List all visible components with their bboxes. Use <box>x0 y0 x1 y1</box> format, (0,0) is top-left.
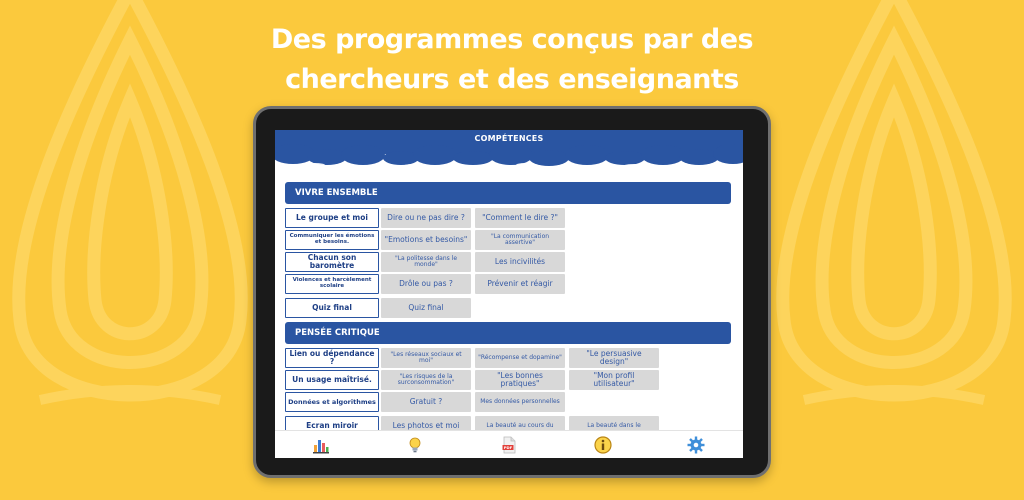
lesson-button[interactable]: Les photos et moi <box>381 416 471 430</box>
lesson-button[interactable]: Les incivilités <box>475 252 565 272</box>
list-item <box>285 298 731 318</box>
list-item <box>285 208 731 228</box>
bottom-nav <box>275 430 743 458</box>
lesson-button[interactable]: Quiz final <box>381 298 471 318</box>
lesson-button[interactable]: "La communication assertive" <box>475 230 565 250</box>
svg-text:PDF: PDF <box>503 445 513 450</box>
lesson-button[interactable]: "Récompense et dopamine" <box>475 348 565 368</box>
app-screen <box>275 130 743 458</box>
lightbulb-icon[interactable] <box>406 436 424 454</box>
list-item <box>285 370 731 390</box>
lesson-button[interactable]: "Le persuasive design" <box>569 348 659 368</box>
list-item <box>285 230 731 250</box>
lesson-button[interactable]: Gratuit ? <box>381 392 471 412</box>
list-item <box>285 392 731 412</box>
bar-chart-icon[interactable] <box>312 436 330 454</box>
pdf-icon[interactable] <box>500 436 518 454</box>
competences-list <box>275 178 743 430</box>
lesson-button[interactable]: "Les risques de la surconsommation" <box>381 370 471 390</box>
lesson-button[interactable]: Mes données personnelles <box>475 392 565 412</box>
page-title: COMPÉTENCES <box>474 134 544 143</box>
lesson-button[interactable]: La beauté dans le <box>569 416 659 430</box>
info-icon[interactable] <box>594 436 612 454</box>
module-button[interactable]: Quiz final <box>285 298 379 318</box>
lesson-button[interactable]: Drôle ou pas ? <box>381 274 471 294</box>
section-header-pensee-critique[interactable]: PENSÉE CRITIQUE <box>285 322 731 344</box>
lesson-button[interactable]: Dire ou ne pas dire ? <box>381 208 471 228</box>
gear-icon[interactable] <box>687 436 705 454</box>
lesson-button[interactable]: "Emotions et besoins" <box>381 230 471 250</box>
lesson-button[interactable]: "La politesse dans le monde" <box>381 252 471 272</box>
lesson-button[interactable]: La beauté au cours du <box>475 416 565 430</box>
list-item <box>285 416 731 430</box>
module-button[interactable]: Données et algorithmes <box>285 392 379 412</box>
lesson-button[interactable]: "Les réseaux sociaux et moi" <box>381 348 471 368</box>
list-item <box>285 274 731 294</box>
headline-line-2: chercheurs et des enseignants <box>285 64 739 95</box>
list-item <box>285 348 731 368</box>
section-header-vivre-ensemble[interactable]: VIVRE ENSEMBLE <box>285 182 731 204</box>
module-button[interactable]: Lien ou dépendance ? <box>285 348 379 368</box>
module-button[interactable]: Chacun son baromètre <box>285 252 379 272</box>
lesson-button[interactable]: "Les bonnes pratiques" <box>475 370 565 390</box>
lesson-button[interactable]: "Mon profil utilisateur" <box>569 370 659 390</box>
headline <box>0 20 1024 100</box>
module-button[interactable]: Le groupe et moi <box>285 208 379 228</box>
lesson-button[interactable]: "Comment le dire ?" <box>475 208 565 228</box>
headline-line-1: Des programmes conçus par des <box>270 24 754 55</box>
lesson-button[interactable]: Prévenir et réagir <box>475 274 565 294</box>
list-item <box>285 252 731 272</box>
module-button[interactable]: Communiquer les émotions et besoins. <box>285 230 379 250</box>
module-button[interactable]: Violences et harcèlement scolaire <box>285 274 379 294</box>
module-button[interactable]: Un usage maîtrisé. <box>285 370 379 390</box>
module-button[interactable]: Ecran miroir <box>285 416 379 430</box>
